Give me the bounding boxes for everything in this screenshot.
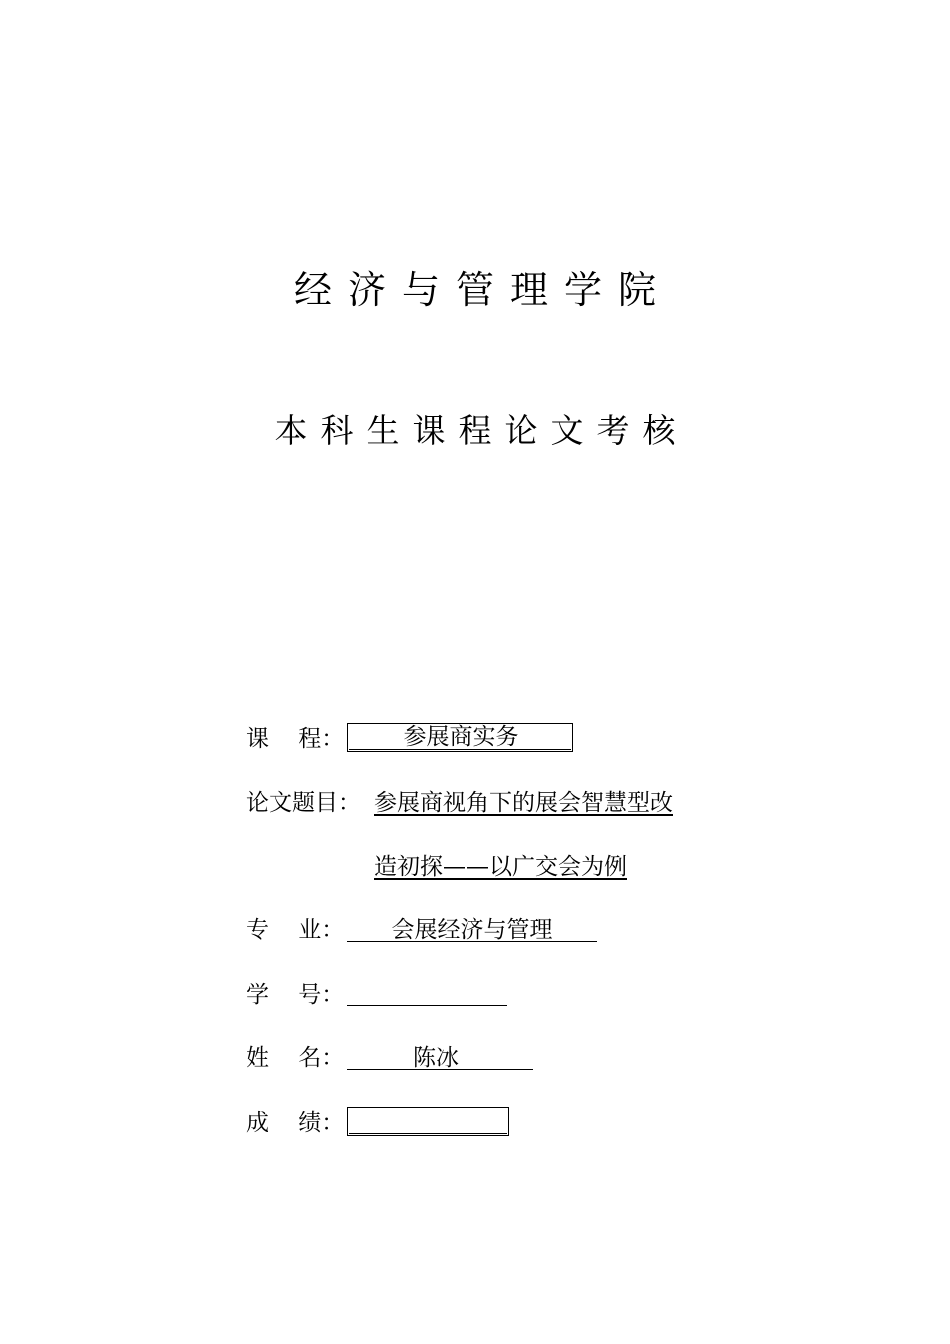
name-underline [347,1069,533,1070]
course-value: 参展商实务 [403,724,519,750]
major-label: 专 业： [246,917,345,943]
thesis-title-line2: 造初探——以广交会为例 [374,854,627,880]
major-underline [347,941,597,942]
college-title: 经济与管理学院 [293,268,672,312]
exam-type-title: 本科生课程论文考核 [274,411,689,450]
grade-value-box [347,1107,509,1136]
thesis-title-line1: 参展商视角下的展会智慧型改 [374,790,673,816]
course-value-box [347,723,573,752]
student-id-label: 学 号： [246,982,345,1008]
thesis-title-label: 论文题目： [246,790,361,816]
student-id-underline [347,1005,507,1006]
grade-label: 成 绩： [246,1110,345,1136]
course-label: 课 程： [246,726,345,752]
name-label: 姓 名： [246,1045,345,1071]
name-value: 陈冰 [413,1045,459,1071]
major-value: 会展经济与管理 [391,917,553,943]
